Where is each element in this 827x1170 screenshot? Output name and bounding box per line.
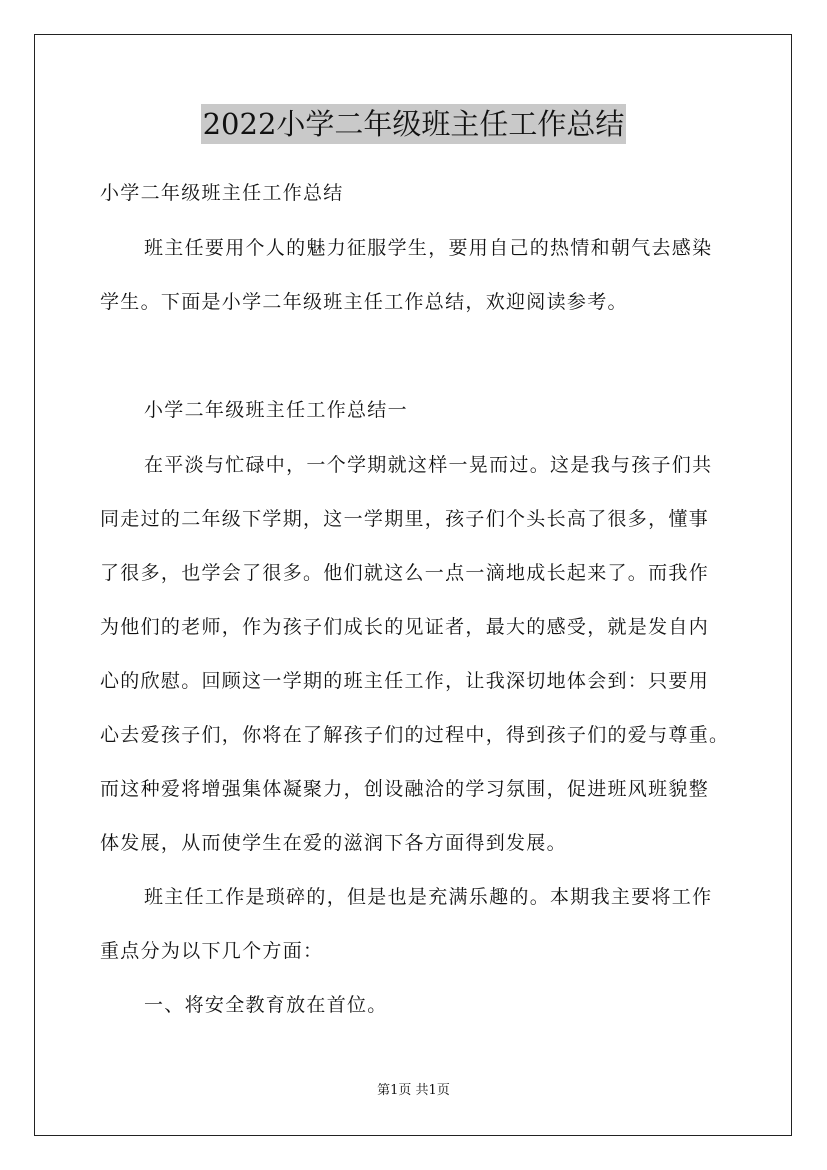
- paragraph-line: 班主任要用个人的魅力征服学生，要用自己的热情和朝气去感染: [144, 237, 713, 259]
- paragraph-line: 心去爱孩子们，你将在了解孩子们的过程中，得到孩子们的爱与尊重。: [100, 724, 730, 746]
- document-subtitle: 小学二年级班主任工作总结: [100, 182, 344, 204]
- paragraph-line: 为他们的老师，作为孩子们成长的见证者，最大的感受，就是发自内: [100, 616, 710, 638]
- paragraph-line: 同走过的二年级下学期，这一学期里，孩子们个头长高了很多，懂事: [100, 508, 710, 530]
- section-heading: 小学二年级班主任工作总结一: [144, 399, 408, 421]
- paragraph-line: 学生。下面是小学二年级班主任工作总结，欢迎阅读参考。: [100, 291, 628, 313]
- document-title-container: [0, 104, 827, 144]
- paragraph-line: 在平淡与忙碌中，一个学期就这样一晃而过。这是我与孩子们共: [144, 454, 713, 476]
- paragraph-line: 重点分为以下几个方面：: [100, 940, 324, 962]
- paragraph-line: 而这种爱将增强集体凝聚力，创设融洽的学习氛围，促进班风班貌整: [100, 778, 710, 800]
- paragraph-line: 班主任工作是琐碎的，但是也是充满乐趣的。本期我主要将工作: [144, 886, 713, 908]
- document-title: 2022小学二年级班主任工作总结: [201, 104, 627, 144]
- page-footer: [0, 1082, 827, 1100]
- paragraph-line: 体发展，从而使学生在爱的滋润下各方面得到发展。: [100, 832, 567, 854]
- paragraph-line: 了很多，也学会了很多。他们就这么一点一滴地成长起来了。而我作: [100, 562, 710, 584]
- page-number: 第1页 共1页: [377, 1083, 450, 1098]
- paragraph-line: 心的欣慰。回顾这一学期的班主任工作，让我深切地体会到：只要用: [100, 670, 710, 692]
- section-heading: 一、将安全教育放在首位。: [144, 994, 388, 1016]
